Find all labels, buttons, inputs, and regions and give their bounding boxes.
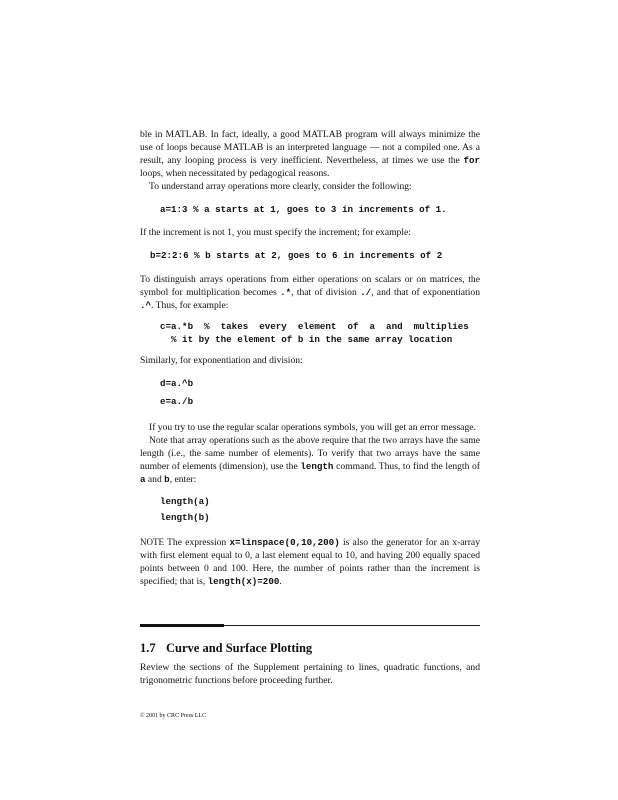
paragraph-increment: If the increment is not 1, you must specify the increment; for example: (140, 227, 411, 238)
paragraph-review: Review the sections of the Supplement pertaining to lines, quadratic functions, and trigonometric functions before proceeding further. (140, 662, 480, 686)
inline-code: b (164, 474, 170, 485)
section-title: Curve and Surface Plotting (166, 641, 313, 655)
inline-code: .* (280, 287, 292, 298)
text-run: , that of division (291, 287, 361, 298)
text-run: command. Thus, to find the length of (333, 461, 480, 472)
code-line-b: b=2:2:6 % b starts at 2, goes to 6 in increments of 2 (150, 250, 443, 261)
text-run: . (279, 576, 282, 587)
inline-code: length (300, 461, 334, 472)
text-run: , and that of exponentiation (371, 287, 480, 298)
inline-code: a (140, 474, 146, 485)
code-line-c2: % it by the element of b in the same array location (160, 334, 453, 345)
code-line-d: d=a.^b (160, 378, 194, 389)
body-text-top (140, 128, 480, 588)
code-line-length-b: length(b) (160, 512, 210, 523)
paragraph-intro (140, 128, 480, 180)
text-run: . Thus, for example: (151, 300, 229, 311)
paragraph-error: If you try to use the regular scalar operations symbols, you will get an error message. (149, 422, 476, 433)
paragraph-length (140, 434, 480, 486)
text-run: loops, when necessitated by pedagogical reasons. (140, 168, 330, 179)
copyright-footer: © 2001 by CRC Press LLC (140, 713, 207, 719)
code-line-a: a=1:3 % a starts at 1, goes to 3 in increments of 1. (160, 204, 447, 215)
note-label: NOTE (140, 537, 164, 547)
inline-code: ./ (360, 287, 372, 298)
inline-code: x=linspace(0,10,200) (229, 537, 340, 548)
code-line-e: e=a./b (160, 396, 194, 407)
text-run: To distinguish arrays operations from either operations on scalars or on matrices, the symbol for multiplication becomes (140, 274, 480, 298)
inline-code: .^ (140, 300, 152, 311)
code-line-length-a: length(a) (160, 496, 210, 507)
section-heading (140, 641, 312, 656)
paragraph-distinguish (140, 273, 480, 312)
text-run: Note that array operations such as the above require that the two arrays have the same length (i.e., the same number of elements). To verify that two arrays have the same number of elements (dimension), use the (140, 435, 480, 472)
text-run: is also the generator for an x-array with first element equal to 0, a last element equal to 10, and having 200 equally spaced points between 0 and 100. Here, the number of points rather than the increment is specified; that is, (140, 537, 480, 587)
text-run: ble in MATLAB. In fact, ideally, a good MATLAB program will always minimize the use of loops because MATLAB is an interpreted language — not a compiled one. As a result, any looping process is very inefficient. Nevertheless, at times we use the (140, 129, 480, 166)
code-line-c1: c=a.*b % takes every element of a and multiplies (160, 321, 469, 332)
text-run: , enter: (169, 474, 197, 485)
body-text-bottom (140, 661, 480, 687)
paragraph-similarly: Similarly, for exponentiation and division: (140, 355, 303, 366)
section-rule-accent (140, 624, 224, 627)
text-run: and (145, 474, 165, 485)
paragraph-array-ops: To understand array operations more clearly, consider the following: (149, 181, 412, 192)
inline-code: length(x)=200 (207, 576, 280, 587)
text-run: The expression (164, 537, 230, 548)
note-paragraph (140, 536, 480, 588)
inline-code: for (463, 155, 480, 166)
section-number: 1.7 (140, 641, 156, 655)
